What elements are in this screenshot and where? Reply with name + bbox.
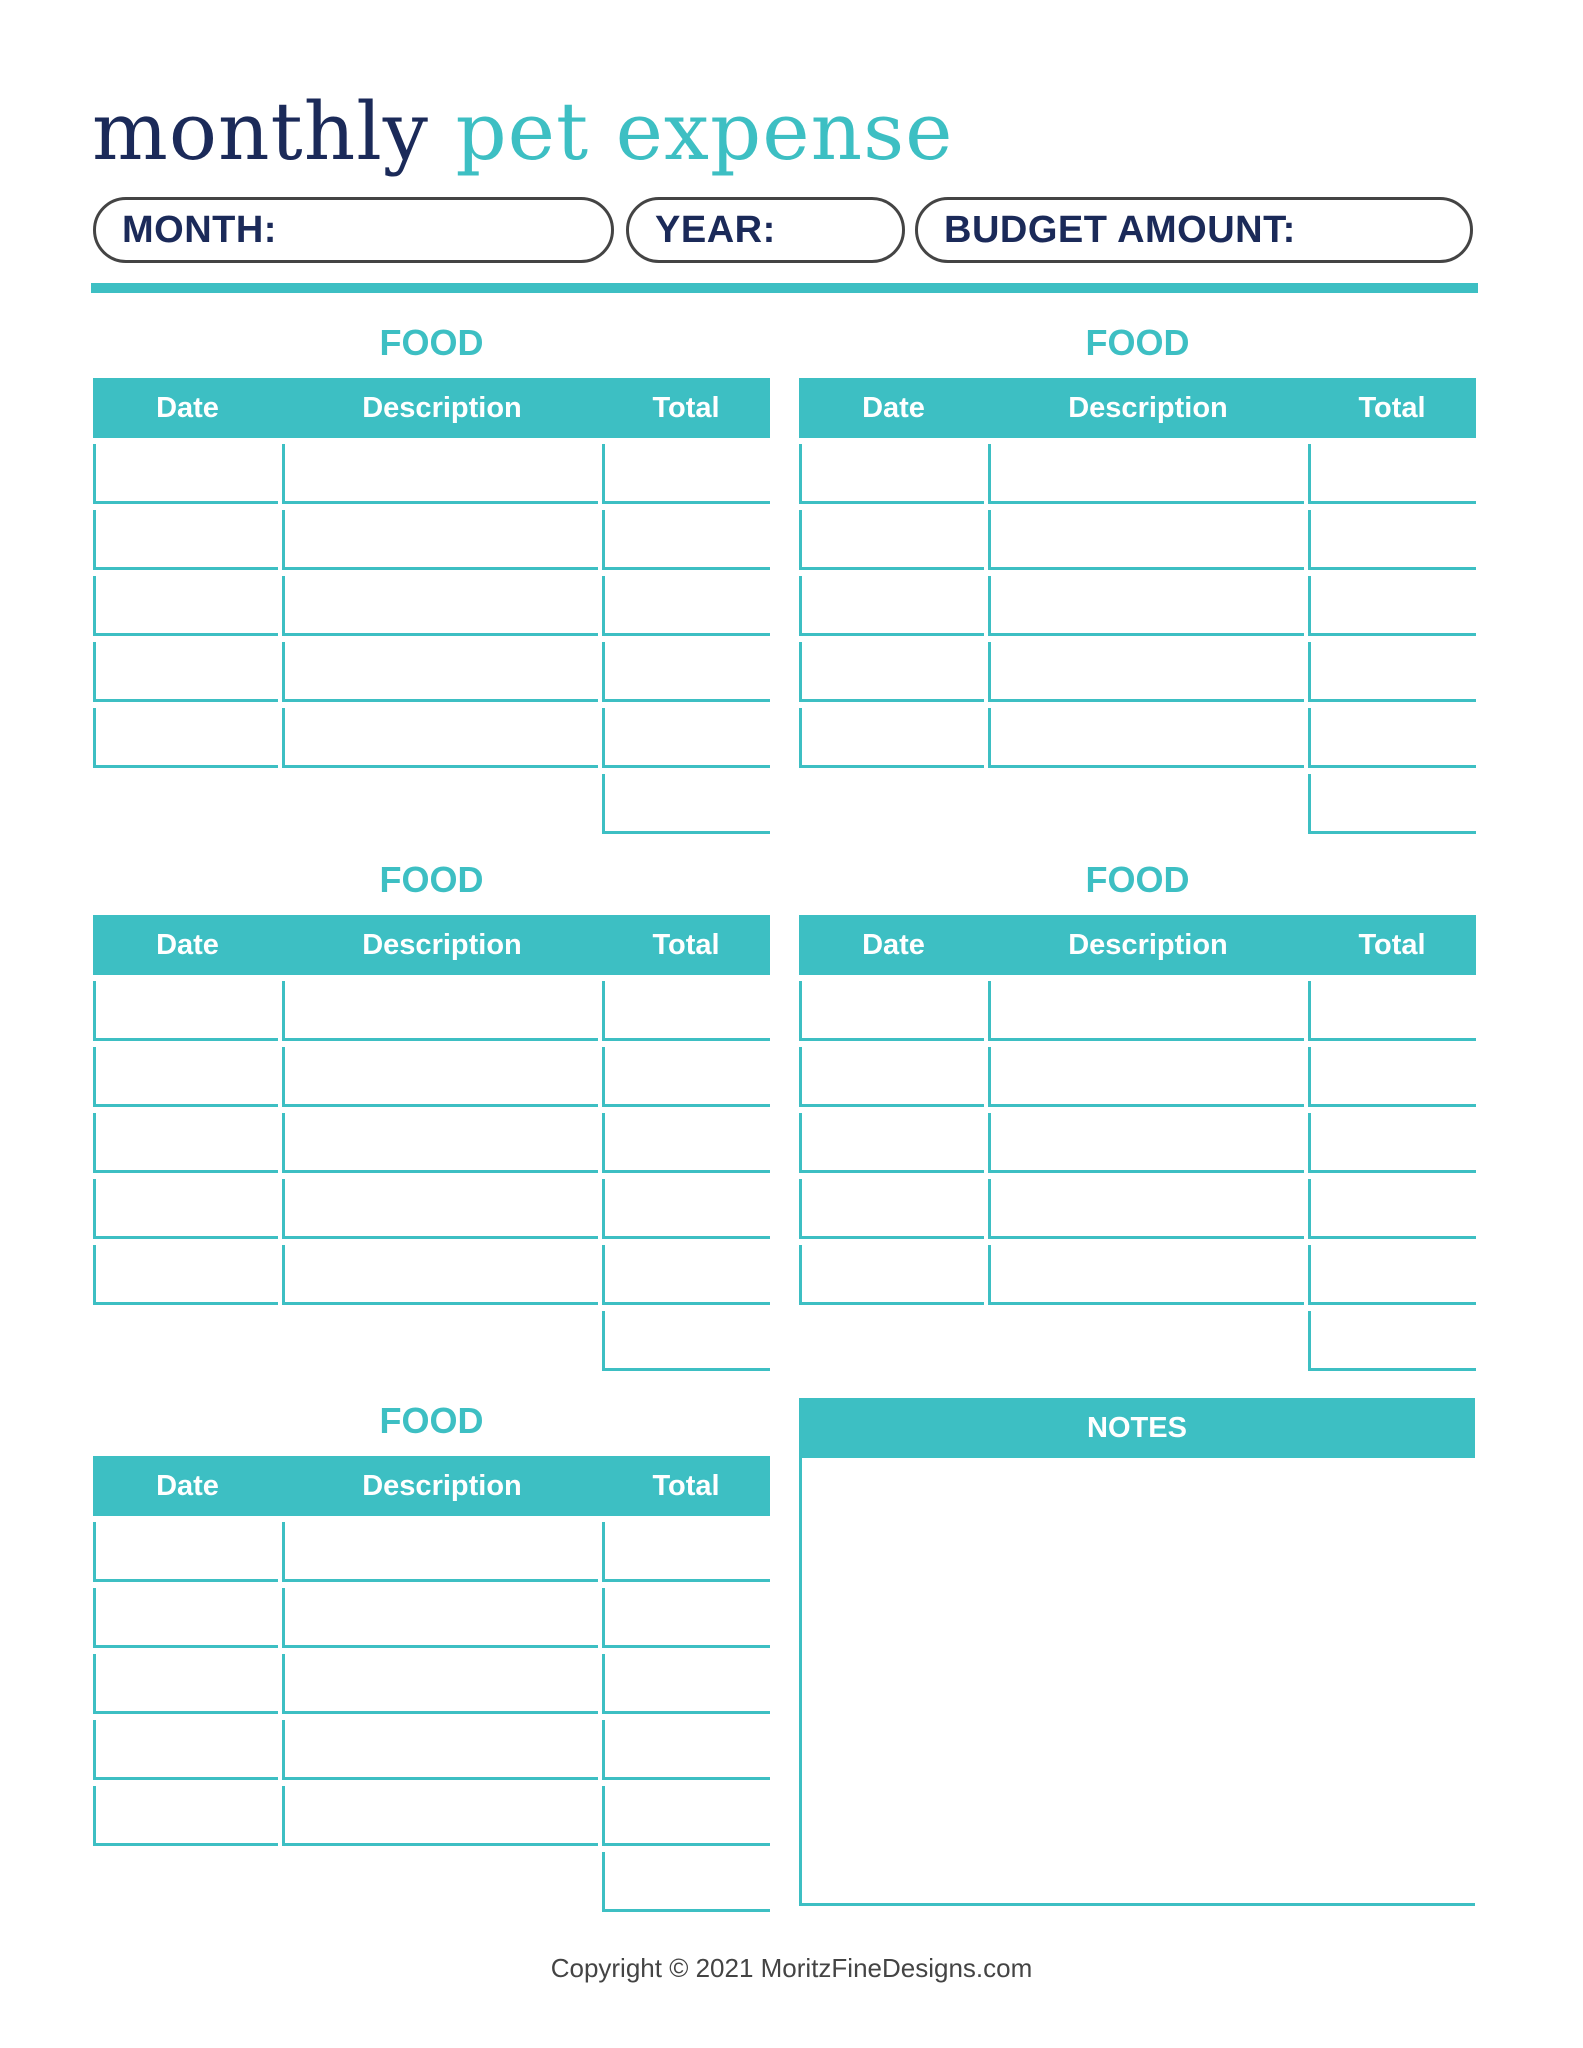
- date-cell[interactable]: [93, 1113, 278, 1173]
- column-header: Date: [156, 928, 219, 961]
- date-cell[interactable]: [93, 444, 278, 504]
- column-header: Total: [652, 928, 720, 961]
- column-header: Total: [1358, 391, 1426, 424]
- total-cell[interactable]: [602, 1179, 770, 1239]
- total-cell[interactable]: [602, 1786, 770, 1846]
- column-header: Description: [1068, 391, 1228, 424]
- description-cell[interactable]: [282, 1654, 598, 1714]
- date-cell[interactable]: [93, 1522, 278, 1582]
- date-cell[interactable]: [799, 642, 984, 702]
- date-cell[interactable]: [799, 510, 984, 570]
- grand-total-cell[interactable]: [602, 774, 770, 834]
- total-cell[interactable]: [1308, 1179, 1476, 1239]
- table-row: [799, 504, 1476, 570]
- table-row: [93, 1780, 770, 1846]
- description-cell[interactable]: [988, 1113, 1304, 1173]
- total-cell[interactable]: [1308, 708, 1476, 768]
- total-cell[interactable]: [602, 1047, 770, 1107]
- table-row: [93, 702, 770, 768]
- expense-table: [799, 859, 1476, 1371]
- total-cell[interactable]: [1308, 1113, 1476, 1173]
- total-cell[interactable]: [602, 981, 770, 1041]
- expense-table: [93, 322, 770, 834]
- description-cell[interactable]: [282, 1047, 598, 1107]
- date-cell[interactable]: [93, 1654, 278, 1714]
- table-row: [93, 1107, 770, 1173]
- table-row: [799, 570, 1476, 636]
- total-cell[interactable]: [602, 576, 770, 636]
- total-cell[interactable]: [1308, 1047, 1476, 1107]
- budget-amount-field[interactable]: [915, 197, 1473, 263]
- table-header: [93, 1456, 770, 1516]
- description-cell[interactable]: [988, 1245, 1304, 1305]
- description-cell[interactable]: [282, 576, 598, 636]
- description-cell[interactable]: [282, 1245, 598, 1305]
- expense-table: [93, 1400, 770, 1912]
- description-cell[interactable]: [988, 1179, 1304, 1239]
- table-row: [799, 636, 1476, 702]
- table-row: [799, 975, 1476, 1041]
- description-cell[interactable]: [282, 1720, 598, 1780]
- description-cell[interactable]: [988, 708, 1304, 768]
- date-cell[interactable]: [799, 1047, 984, 1107]
- table-row: [93, 1516, 770, 1582]
- table-row: [93, 1714, 770, 1780]
- grand-total-row: [799, 768, 1476, 834]
- total-cell[interactable]: [1308, 1245, 1476, 1305]
- year-field[interactable]: [626, 197, 905, 263]
- date-cell[interactable]: [799, 1179, 984, 1239]
- table-row: [93, 1582, 770, 1648]
- table-header: [799, 915, 1476, 975]
- table-row: [93, 1648, 770, 1714]
- table-title: FOOD: [379, 1400, 484, 1441]
- total-cell[interactable]: [602, 1522, 770, 1582]
- budget-amount-label: BUDGET AMOUNT:: [944, 208, 1296, 251]
- table-row: [799, 438, 1476, 504]
- grand-total-row: [93, 1305, 770, 1371]
- date-cell[interactable]: [93, 1786, 278, 1846]
- description-cell[interactable]: [988, 642, 1304, 702]
- date-cell[interactable]: [799, 1245, 984, 1305]
- grand-total-row: [799, 1305, 1476, 1371]
- table-row: [93, 1239, 770, 1305]
- date-cell[interactable]: [93, 1047, 278, 1107]
- copyright-footer: Copyright © 2021 MoritzFineDesigns.com: [550, 1953, 1033, 1983]
- table-row: [799, 702, 1476, 768]
- notes-section: [799, 1398, 1475, 1906]
- table-title: FOOD: [1085, 322, 1190, 363]
- date-cell[interactable]: [799, 444, 984, 504]
- notes-area[interactable]: [799, 1458, 1475, 1906]
- column-header: Date: [862, 391, 925, 424]
- table-row: [93, 975, 770, 1041]
- column-header: Total: [1358, 928, 1426, 961]
- total-cell[interactable]: [602, 642, 770, 702]
- table-row: [93, 636, 770, 702]
- title-monthly: monthly: [92, 85, 429, 178]
- date-cell[interactable]: [93, 1245, 278, 1305]
- table-row: [93, 438, 770, 504]
- description-cell[interactable]: [282, 1588, 598, 1648]
- date-cell[interactable]: [93, 576, 278, 636]
- description-cell[interactable]: [282, 1786, 598, 1846]
- expense-table: [799, 322, 1476, 834]
- date-cell[interactable]: [799, 708, 984, 768]
- column-header: Date: [156, 1469, 219, 1502]
- total-cell[interactable]: [1308, 444, 1476, 504]
- column-header: Description: [362, 928, 522, 961]
- page-title: [92, 85, 954, 178]
- total-cell[interactable]: [602, 1720, 770, 1780]
- header-divider: [91, 283, 1478, 293]
- column-header: Date: [156, 391, 219, 424]
- description-cell[interactable]: [282, 444, 598, 504]
- column-header: Total: [652, 391, 720, 424]
- table-header: [93, 378, 770, 438]
- description-cell[interactable]: [282, 642, 598, 702]
- date-cell[interactable]: [799, 576, 984, 636]
- table-title: FOOD: [1085, 859, 1190, 900]
- grand-total-cell[interactable]: [602, 1852, 770, 1912]
- date-cell[interactable]: [93, 642, 278, 702]
- table-header: [93, 915, 770, 975]
- table-row: [799, 1107, 1476, 1173]
- date-cell[interactable]: [93, 981, 278, 1041]
- total-cell[interactable]: [1308, 642, 1476, 702]
- table-row: [93, 504, 770, 570]
- total-cell[interactable]: [602, 444, 770, 504]
- total-cell[interactable]: [1308, 510, 1476, 570]
- total-cell[interactable]: [602, 1245, 770, 1305]
- table-title: FOOD: [379, 859, 484, 900]
- title-pet-expense: pet expense: [455, 85, 954, 178]
- column-header: Description: [362, 1469, 522, 1502]
- description-cell[interactable]: [282, 981, 598, 1041]
- column-header: Date: [862, 928, 925, 961]
- description-cell[interactable]: [988, 444, 1304, 504]
- grand-total-cell[interactable]: [1308, 774, 1476, 834]
- total-cell[interactable]: [602, 1588, 770, 1648]
- description-cell[interactable]: [988, 576, 1304, 636]
- table-row: [93, 1041, 770, 1107]
- description-cell[interactable]: [282, 708, 598, 768]
- description-cell[interactable]: [988, 510, 1304, 570]
- table-row: [93, 570, 770, 636]
- expense-table: [93, 859, 770, 1371]
- grand-total-cell[interactable]: [1308, 1311, 1476, 1371]
- column-header: Description: [362, 391, 522, 424]
- total-cell[interactable]: [602, 1654, 770, 1714]
- year-label: YEAR:: [655, 208, 776, 251]
- table-header: [799, 378, 1476, 438]
- date-cell[interactable]: [93, 1720, 278, 1780]
- month-field[interactable]: [93, 197, 614, 263]
- table-row: [93, 1173, 770, 1239]
- total-cell[interactable]: [602, 1113, 770, 1173]
- description-cell[interactable]: [282, 1179, 598, 1239]
- column-header: Description: [1068, 928, 1228, 961]
- grand-total-row: [93, 1846, 770, 1912]
- date-cell[interactable]: [93, 510, 278, 570]
- description-cell[interactable]: [282, 1113, 598, 1173]
- description-cell[interactable]: [282, 1522, 598, 1582]
- column-header: Total: [652, 1469, 720, 1502]
- total-cell[interactable]: [1308, 576, 1476, 636]
- description-cell[interactable]: [282, 510, 598, 570]
- date-cell[interactable]: [799, 981, 984, 1041]
- description-cell[interactable]: [988, 981, 1304, 1041]
- notes-header: NOTES: [799, 1398, 1475, 1458]
- table-row: [799, 1173, 1476, 1239]
- date-cell[interactable]: [93, 1588, 278, 1648]
- date-cell[interactable]: [93, 1179, 278, 1239]
- date-cell[interactable]: [799, 1113, 984, 1173]
- total-cell[interactable]: [1308, 981, 1476, 1041]
- month-label: MONTH:: [122, 208, 277, 251]
- total-cell[interactable]: [602, 510, 770, 570]
- grand-total-row: [93, 768, 770, 834]
- table-row: [799, 1239, 1476, 1305]
- table-title: FOOD: [379, 322, 484, 363]
- total-cell[interactable]: [602, 708, 770, 768]
- table-row: [799, 1041, 1476, 1107]
- description-cell[interactable]: [988, 1047, 1304, 1107]
- grand-total-cell[interactable]: [602, 1311, 770, 1371]
- date-cell[interactable]: [93, 708, 278, 768]
